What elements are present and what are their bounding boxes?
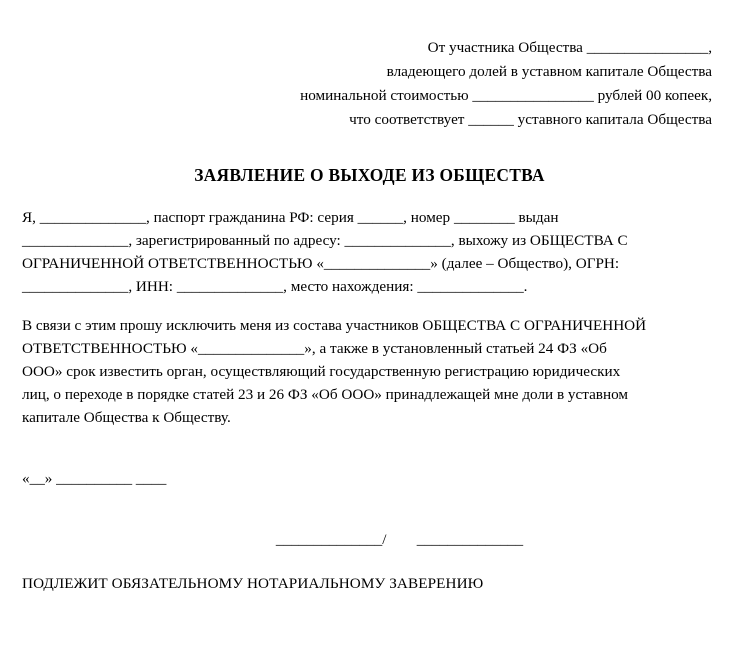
signature-blank-line: ______________/ ______________: [275, 531, 524, 548]
signature-block: [22, 528, 717, 551]
body-paragraph-withdrawal-request: В связи с этим прошу исключить меня из состава участников ОБЩЕСТВА С ОГРАНИЧЕННОЙ ОТВЕТСТВЕННОСТЬЮ «______________», а также в установленный статьей 24 ФЗ «Об ООО» срок известить орган, осуществляющий государственную регистрацию юридических лиц, о переходе в порядке статей 23 и 26 ФЗ «Об ООО» принадлежащей мне доли в уставном капитале Общества к Обществу.: [22, 317, 647, 426]
header-line-capital-share: что соответствует ______ уставного капитала Общества: [349, 111, 712, 128]
addressee-header-block: [22, 36, 712, 132]
header-line-nominal-value: номинальной стоимостью ________________ рублей 00 копеек,: [300, 87, 712, 104]
header-line-participant: От участника Общества ________________,: [427, 39, 712, 56]
body-paragraph-applicant-details: Я, ______________, паспорт гражданина РФ: серия ______, номер ________ выдан ______________, зарегистрированный по адресу: ______________, выхожу из ОБЩЕСТВА С ОГРАНИЧЕННОЙ ОТВЕТСТВЕННОСТЬЮ «______________» (далее – Общество), ОГРН: ______________, ИНН: ______________, место нахождения: ______________.: [22, 209, 628, 295]
date-blank-line: «__» __________ ____: [22, 470, 167, 487]
page-title: ЗАЯВЛЕНИЕ О ВЫХОДЕ ИЗ ОБЩЕСТВА: [194, 165, 545, 185]
header-line-share-ownership: владеющего долей в уставном капитале Общества: [386, 63, 712, 80]
notary-requirement-notice: ПОДЛЕЖИТ ОБЯЗАТЕЛЬНОМУ НОТАРИАЛЬНОМУ ЗАВЕРЕНИЮ: [22, 575, 484, 592]
